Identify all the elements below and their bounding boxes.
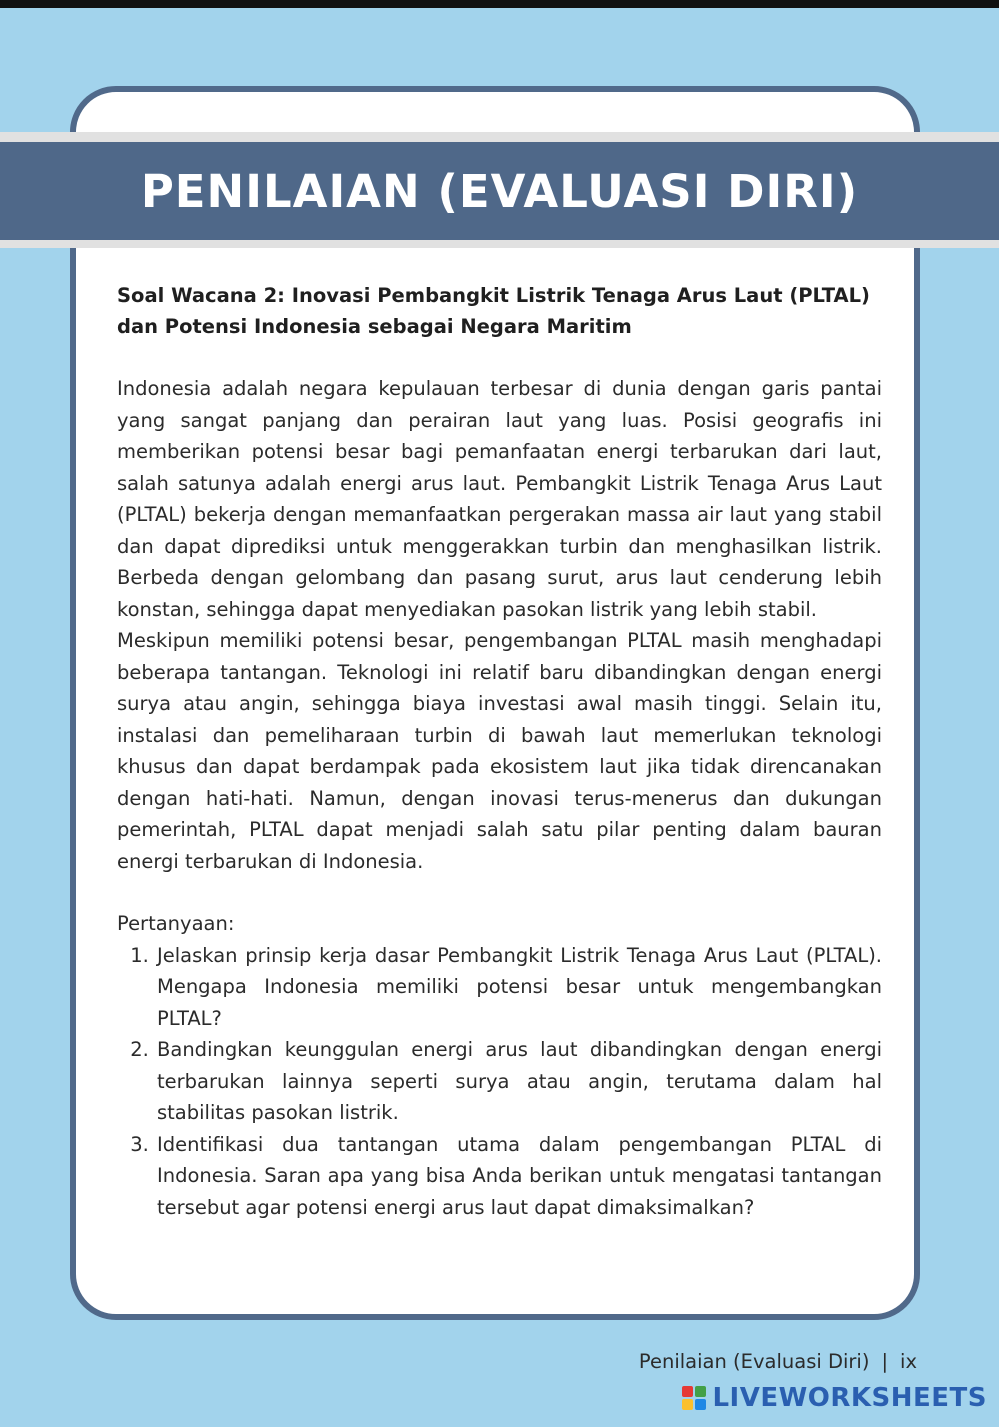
watermark-text: LIVEWORKSHEETS [712, 1383, 987, 1413]
logo-square-2 [695, 1386, 706, 1397]
question-item: 3. Identifikasi dua tantangan utama dalam pengembangan PLTAL di Indonesia. Saran apa yang bisa Anda berikan untuk mengatasi tantangan tersebut agar potensi energi arus laut dapat dimaksimalkan? [155, 1129, 882, 1224]
question-item: 1. Jelaskan prinsip kerja dasar Pembangkit Listrik Tenaga Arus Laut (PLTAL). Mengapa Indonesia memiliki potensi besar untuk mengembangkan PLTAL? [155, 940, 882, 1035]
article [117, 280, 882, 1223]
page-footer [639, 1350, 917, 1373]
article-subtitle: Soal Wacana 2: Inovasi Pembangkit Listrik Tenaga Arus Laut (PLTAL) dan Potensi Indonesia sebagai Negara Maritim [117, 284, 870, 338]
logo-square-4 [695, 1399, 706, 1410]
question-item: 2. Bandingkan keunggulan energi arus laut dibandingkan dengan energi terbarukan lainnya seperti surya atau angin, terutama dalam hal stabilitas pasokan listrik. [155, 1034, 882, 1129]
page-title: PENILAIAN (EVALUASI DIRI) [140, 164, 859, 218]
article-paragraph-1: Indonesia adalah negara kepulauan terbesar di dunia dengan garis pantai yang sangat panjang dan perairan laut yang luas. Posisi geografis ini memberikan potensi besar bagi pemanfaatan energi terbarukan dari laut, salah satunya adalah energi arus laut. Pembangkit Listrik Tenaga Arus Laut (PLTAL) bekerja dengan memanfaatkan pergerakan massa air laut yang stabil dan dapat diprediksi untuk menggerakkan turbin dan menghasilkan listrik. Berbeda dengan gelombang dan pasang surut, arus laut cenderung lebih konstan, sehingga dapat menyediakan pasokan listrik yang lebih stabil. [117, 377, 882, 621]
liveworksheets-logo-icon [682, 1386, 706, 1410]
questions-list [117, 940, 882, 1224]
logo-square-3 [682, 1399, 693, 1410]
questions-label: Pertanyaan: [117, 912, 235, 935]
footer-separator: | [881, 1350, 889, 1373]
title-banner [0, 142, 999, 240]
top-edge-bar [0, 0, 999, 8]
article-paragraph-2: Meskipun memiliki potensi besar, pengembangan PLTAL masih menghadapi beberapa tantangan. Teknologi ini relatif baru dibandingkan dengan energi surya atau angin, sehingga biaya investasi awal masih tinggi. Selain itu, instalasi dan pemeliharaan turbin di bawah laut memerlukan teknologi khusus dan dapat berdampak pada ekosistem laut jika tidak direncanakan dengan hati-hati. Namun, dengan inovasi terus-menerus dan dukungan pemerintah, PLTAL dapat menjadi salah satu pilar penting dalam bauran energi terbarukan di Indonesia. [117, 629, 882, 873]
liveworksheets-watermark [682, 1383, 987, 1413]
logo-square-1 [682, 1386, 693, 1397]
footer-section-title: Penilaian (Evaluasi Diri) [638, 1350, 870, 1373]
page-number: ix [900, 1350, 917, 1373]
